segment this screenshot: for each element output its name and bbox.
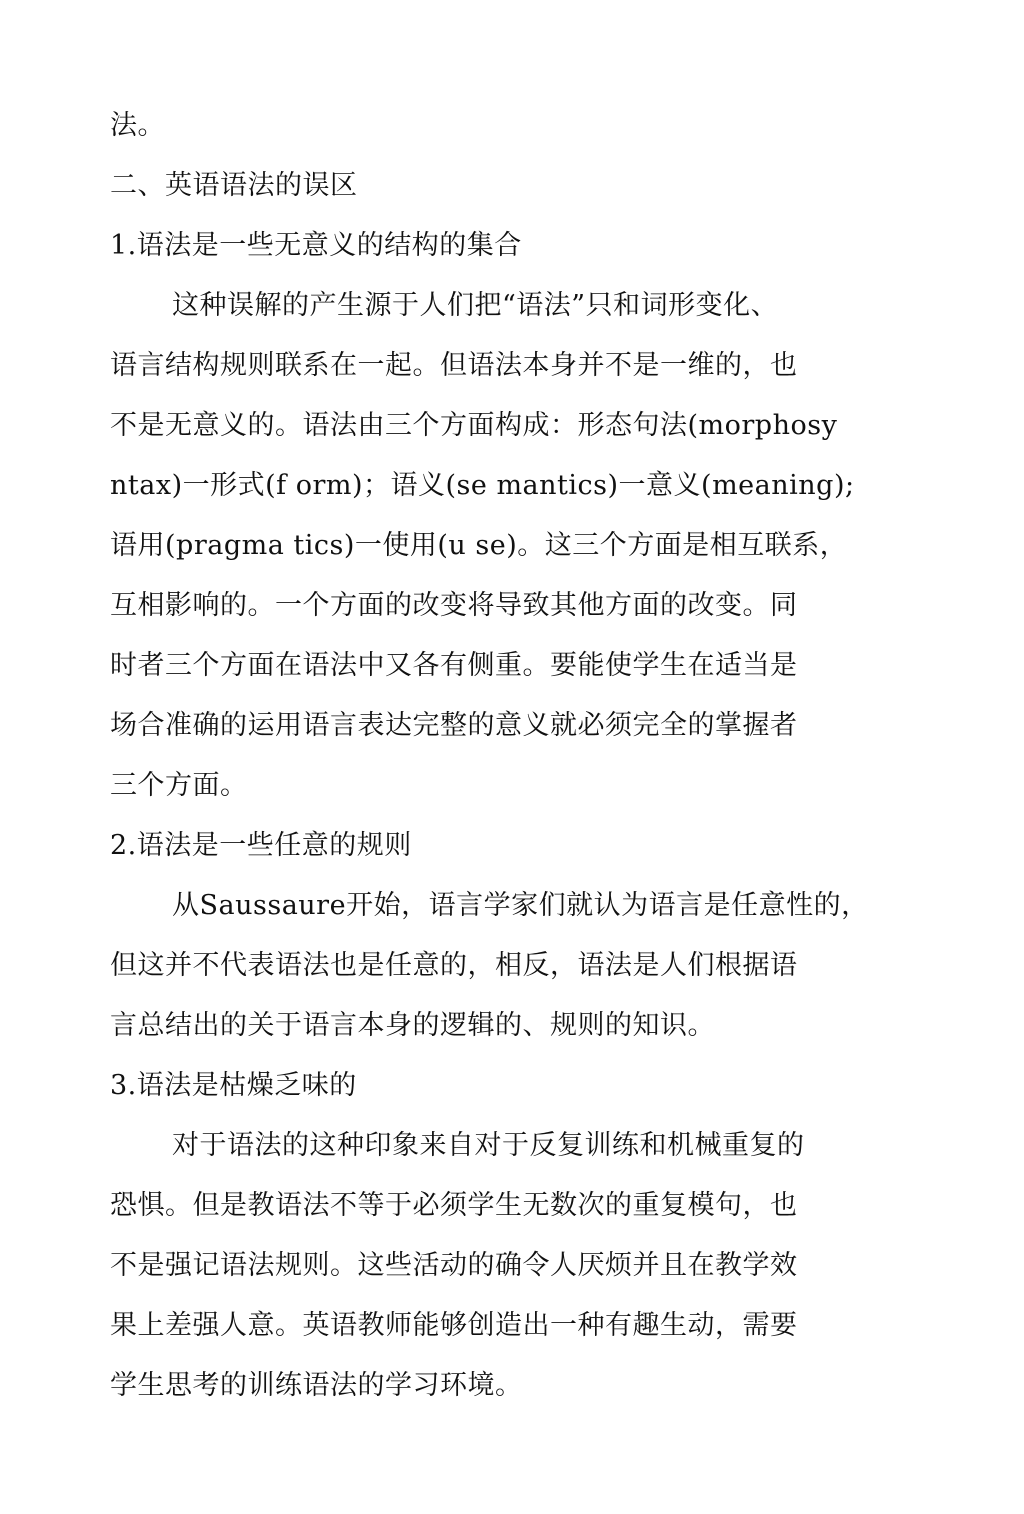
paragraph-line: ntax)一形式(f orm)；语义(se mantics)一意义(meaning);: [110, 470, 855, 501]
paragraph-line: 学生思考的训练语法的学习环境。: [110, 1370, 523, 1401]
subsection-heading: 3.语法是枯燥乏味的: [110, 1070, 357, 1101]
paragraph-line: 从Saussaure开始，语言学家们就认为语言是任意性的，: [172, 890, 869, 921]
paragraph-line: 不是无意义的。语法由三个方面构成：形态句法(morphosy: [110, 410, 838, 441]
paragraph-line: 互相影响的。一个方面的改变将导致其他方面的改变。同: [110, 590, 798, 621]
paragraph-line: 言总结出的关于语言本身的逻辑的、规则的知识。: [110, 1010, 715, 1041]
paragraph-line: 语言结构规则联系在一起。但语法本身并不是一维的，也: [110, 350, 798, 381]
paragraph-line: 这种误解的产生源于人们把“语法”只和词形变化、: [172, 290, 779, 321]
paragraph-line: 但这并不代表语法也是任意的，相反，语法是人们根据语: [110, 950, 798, 981]
paragraph-line: 时者三个方面在语法中又各有侧重。要能使学生在适当是: [110, 650, 798, 681]
paragraph-line: 场合准确的运用语言表达完整的意义就必须完全的掌握者: [110, 710, 798, 741]
paragraph-line: 三个方面。: [110, 770, 248, 801]
paragraph-line: 对于语法的这种印象来自对于反复训练和机械重复的: [172, 1130, 805, 1161]
paragraph-line: 果上差强人意。英语教师能够创造出一种有趣生动，需要: [110, 1310, 798, 1341]
paragraph-line: 不是强记语法规则。这些活动的确令人厌烦并且在教学效: [110, 1250, 798, 1281]
paragraph-line: 法。: [110, 110, 165, 141]
paragraph-line: 恐惧。但是教语法不等于必须学生无数次的重复模句，也: [110, 1190, 798, 1221]
subsection-heading: 2.语法是一些任意的规则: [110, 830, 412, 861]
section-heading: 二、英语语法的误区: [110, 170, 358, 201]
paragraph-line: 语用(pragma tics)一使用(u se)。这三个方面是相互联系，: [110, 530, 848, 561]
subsection-heading: 1.语法是一些无意义的结构的集合: [110, 230, 522, 261]
